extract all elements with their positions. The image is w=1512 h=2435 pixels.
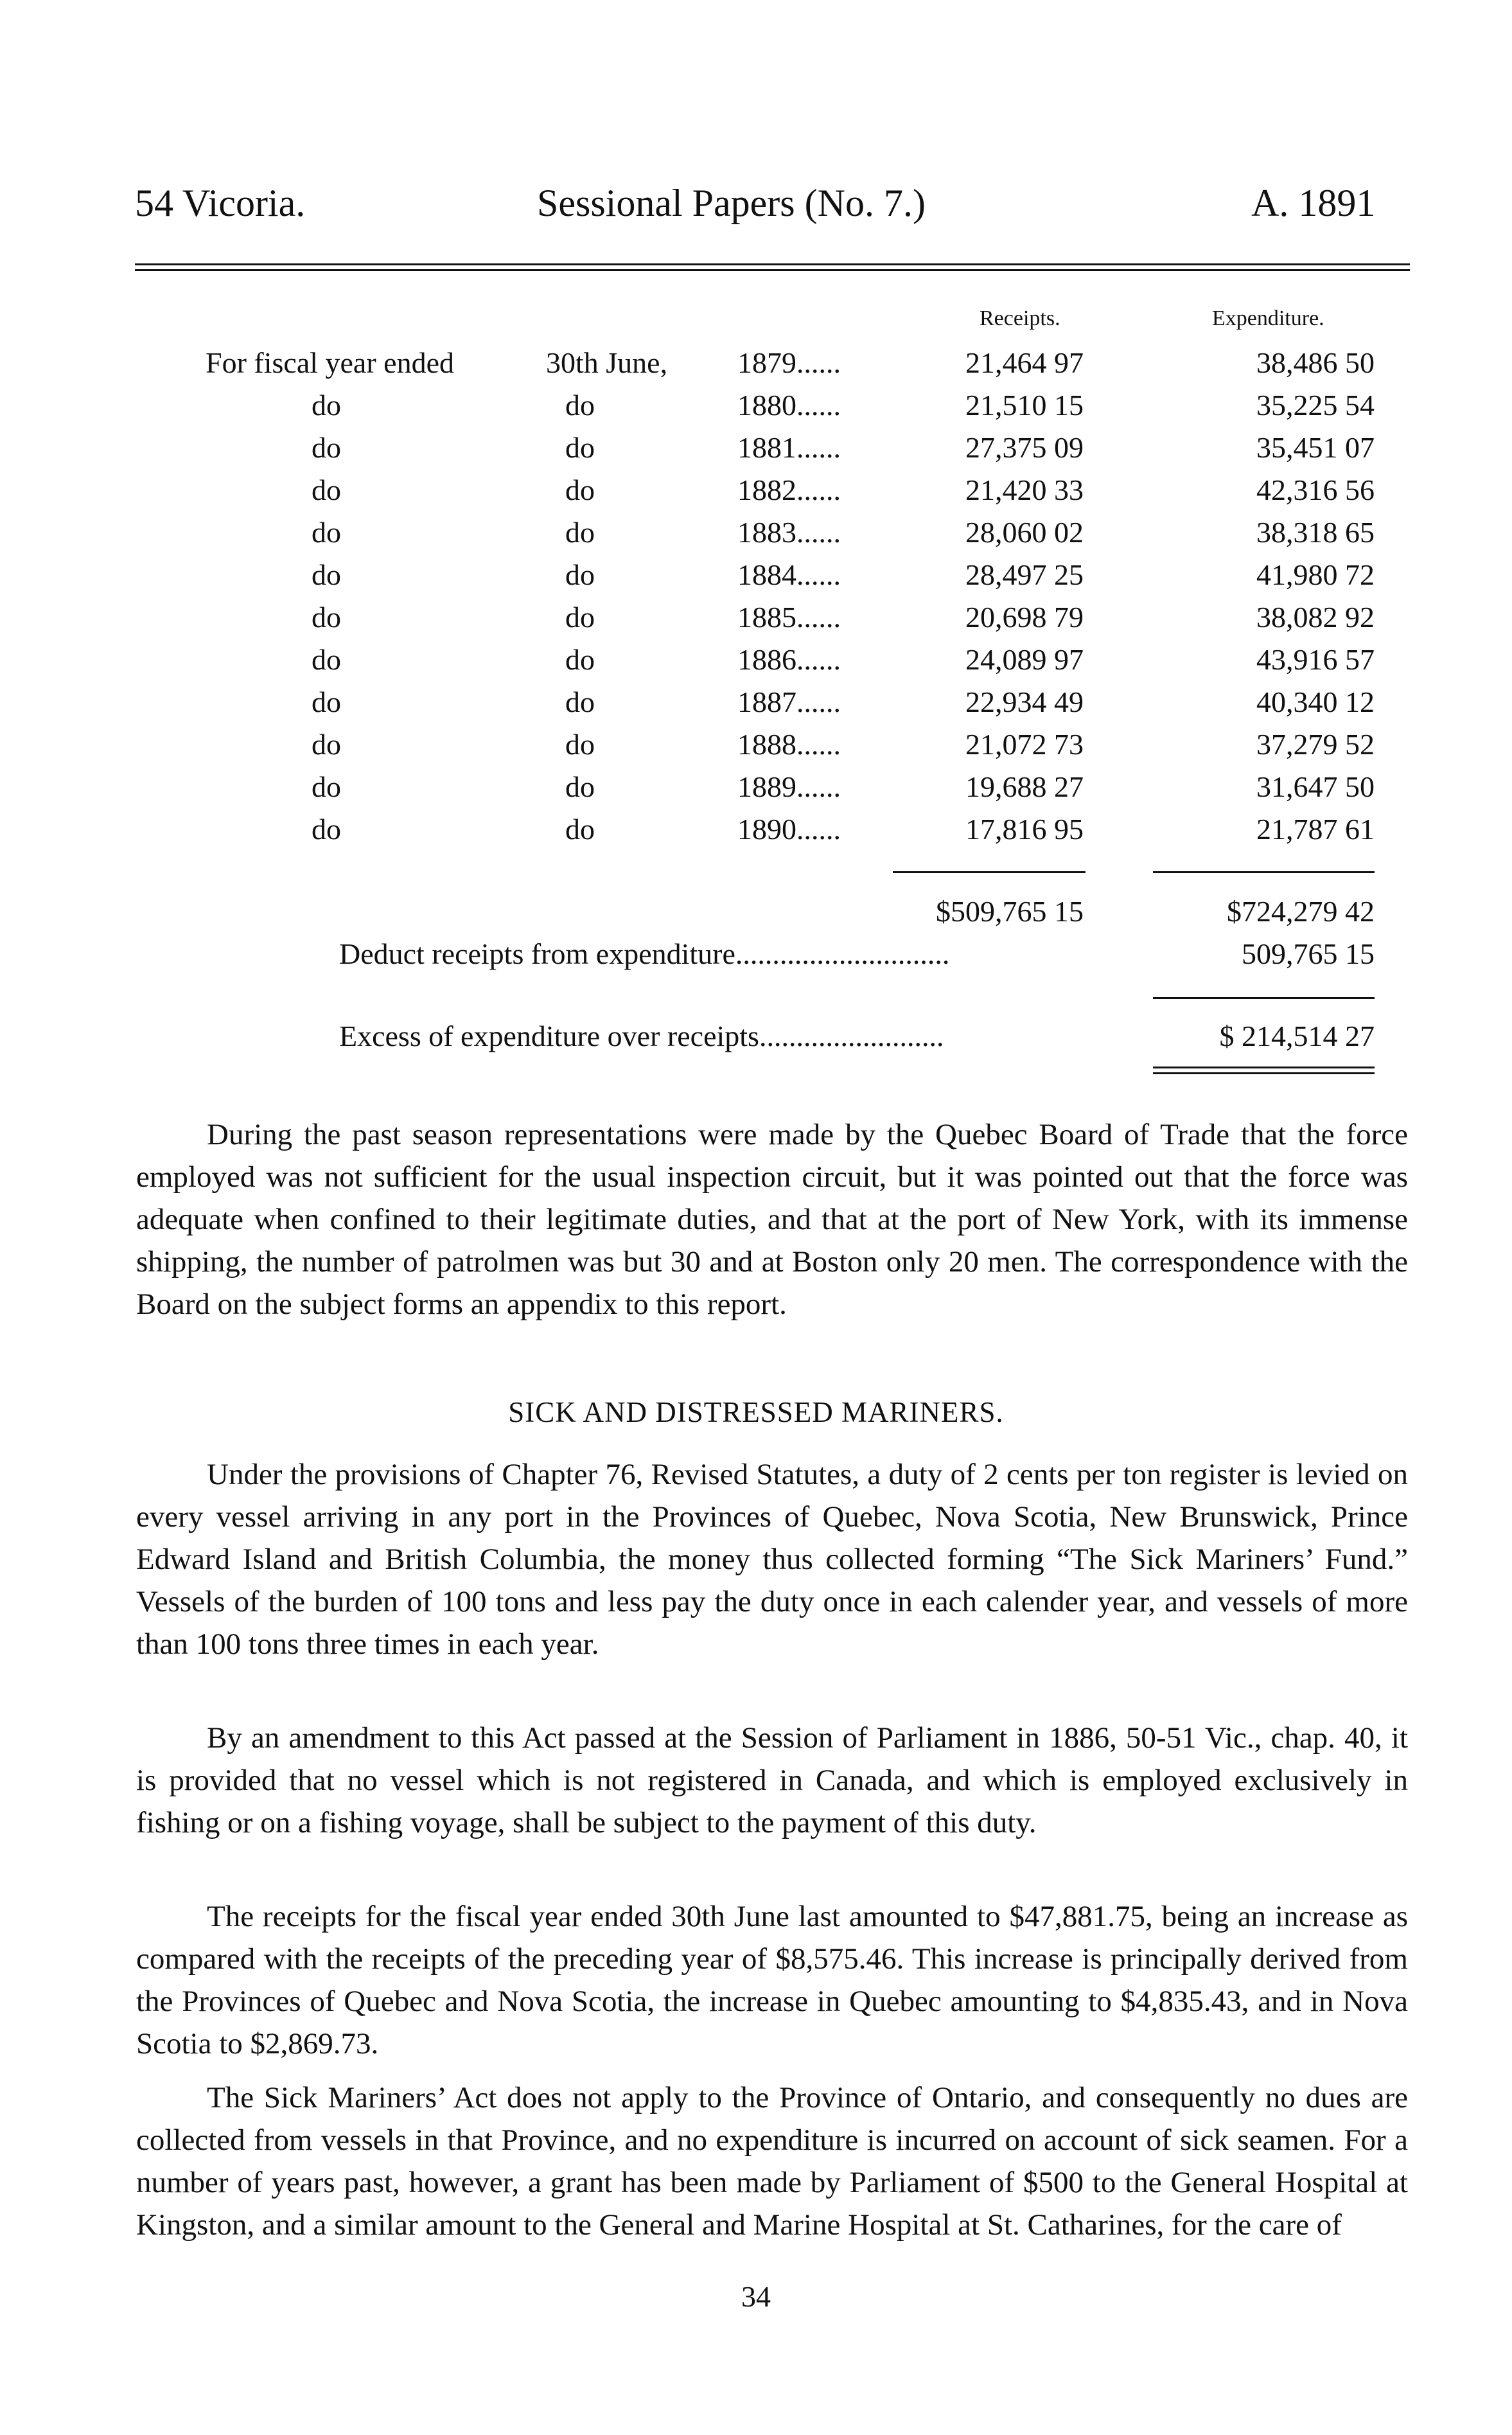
row-date: 30th June, (546, 346, 668, 379)
row-expenditure: 31,647 50 (1256, 770, 1375, 803)
excess-rule-top (1153, 997, 1375, 999)
total-receipts: $509,765 15 (936, 895, 1084, 928)
row-expenditure: 37,279 52 (1256, 728, 1375, 761)
table-row (0, 430, 1512, 473)
row-label: do (312, 516, 341, 549)
row-label: do (312, 431, 341, 464)
row-label: do (312, 686, 341, 718)
paragraph-sick-mariners-duty (136, 1453, 1408, 1665)
row-label: do (312, 389, 341, 421)
row-expenditure: 38,486 50 (1256, 346, 1375, 379)
col-expenditure-heading: Expenditure. (1212, 306, 1324, 330)
row-label: For fiscal year ended (206, 346, 455, 379)
expenditure-sum-rule (1153, 871, 1375, 873)
row-expenditure: 38,082 92 (1256, 601, 1375, 633)
paragraph-text: During the past season representations were made by the Quebec Board of Trade that the force employed was not sufficient for the usual inspection circuit, but it was pointed out that the force was adequate when confined to their legitimate duties, and that at the port of New York, with its immense shipping, the number of patrolmen was but 30 and at Boston only 20 men. The correspondence with the Board on the subject forms an appendix to this report. (136, 1118, 1408, 1321)
row-year: 1880...... (737, 389, 841, 421)
row-year: 1879...... (737, 346, 841, 379)
row-receipts: 19,688 27 (965, 770, 1084, 803)
row-year: 1884...... (737, 558, 841, 591)
row-expenditure: 35,225 54 (1256, 389, 1375, 421)
section-heading: SICK AND DISTRESSED MARINERS. (508, 1396, 1004, 1428)
total-expenditure: $724,279 42 (1227, 895, 1375, 928)
row-year: 1889...... (737, 770, 841, 803)
table-row (0, 770, 1512, 812)
row-date: do (565, 431, 595, 464)
row-year: 1887...... (737, 686, 841, 718)
table-row (0, 515, 1512, 558)
row-date: do (565, 770, 595, 803)
table-row (0, 685, 1512, 727)
row-expenditure: 40,340 12 (1256, 686, 1375, 718)
table-row (0, 812, 1512, 854)
row-date: do (565, 643, 595, 676)
header-volume: 54 Vicoria. (135, 182, 306, 224)
row-receipts: 22,934 49 (965, 686, 1084, 718)
row-label: do (312, 643, 341, 676)
deduct-label: Deduct receipts from expenditure............................. (339, 937, 950, 970)
row-date: do (565, 474, 595, 506)
page-number: 34 (741, 2280, 771, 2313)
row-year: 1890...... (737, 813, 841, 846)
row-year: 1886...... (737, 643, 841, 676)
table-row (0, 388, 1512, 430)
paragraph-board-of-trade (136, 1113, 1408, 1325)
row-year: 1885...... (737, 601, 841, 633)
row-label: do (312, 728, 341, 761)
header-rule-bottom (135, 269, 1410, 271)
row-label: do (312, 558, 341, 591)
row-date: do (565, 558, 595, 591)
col-receipts-heading: Receipts. (980, 306, 1060, 330)
row-year: 1882...... (737, 474, 841, 506)
row-receipts: 17,816 95 (965, 813, 1084, 846)
excess-value: $ 214,514 27 (1219, 1020, 1375, 1052)
row-date: do (565, 601, 595, 633)
row-receipts: 21,072 73 (965, 728, 1084, 761)
table-row (0, 600, 1512, 642)
row-label: do (312, 601, 341, 633)
row-year: 1883...... (737, 516, 841, 549)
row-receipts: 24,089 97 (965, 643, 1084, 676)
table-row (0, 346, 1512, 388)
row-expenditure: 35,451 07 (1256, 431, 1375, 464)
table-row (0, 558, 1512, 600)
paragraph-amendment (136, 1717, 1408, 1844)
row-label: do (312, 474, 341, 506)
paragraph-text: The Sick Mariners’ Act does not apply to the Province of Ontario, and consequently no dues are collected from vessels in that Province, and no expenditure is incurred on account of sick seamen. For a number of years past, however, a grant has been made by Parliament of $500 to the General Hospital at Kingston, and a similar amount to the General and Marine Hospital at St. Catharines, for the care of (136, 2081, 1408, 2242)
row-label: do (312, 770, 341, 803)
row-expenditure: 41,980 72 (1256, 558, 1375, 591)
paragraph-text: By an amendment to this Act passed at the Session of Parliament in 1886, 50-51 Vic., chap. 40, it is provided that no vessel which is not registered in Canada, and which is employed exclusively in fishing or on a fishing voyage, shall be subject to the payment of this duty. (136, 1721, 1408, 1839)
excess-rule-bottom-2 (1153, 1072, 1375, 1074)
header-rule-top (135, 263, 1410, 265)
paragraph-text: Under the provisions of Chapter 76, Revised Statutes, a duty of 2 cents per ton register is levied on every vessel arriving in any port in the Provinces of Quebec, Nova Scotia, New Brunswick, Prince Edward Island and British Columbia, the money thus collected forming “The Sick Mariners’ Fund.” Vessels of the burden of 100 tons and less pay the duty once in each calender year, and vessels of more than 100 tons three times in each year. (136, 1458, 1408, 1661)
row-expenditure: 42,316 56 (1256, 474, 1375, 506)
excess-label: Excess of expenditure over receipts......................... (339, 1020, 944, 1052)
row-receipts: 21,510 15 (965, 389, 1084, 421)
row-date: do (565, 389, 595, 421)
row-expenditure: 43,916 57 (1256, 643, 1375, 676)
receipts-sum-rule (893, 871, 1086, 873)
row-year: 1881...... (737, 431, 841, 464)
excess-rule-bottom-1 (1153, 1067, 1375, 1068)
row-receipts: 20,698 79 (965, 601, 1084, 633)
deduct-value: 509,765 15 (1242, 937, 1375, 970)
row-receipts: 27,375 09 (965, 431, 1084, 464)
paragraph-ontario (136, 2076, 1408, 2246)
row-receipts: 21,464 97 (965, 346, 1084, 379)
header-year: A. 1891 (1251, 182, 1376, 224)
row-expenditure: 21,787 61 (1256, 813, 1375, 846)
table-row (0, 473, 1512, 515)
row-date: do (565, 813, 595, 846)
row-label: do (312, 813, 341, 846)
row-receipts: 28,497 25 (965, 558, 1084, 591)
row-date: do (565, 728, 595, 761)
row-expenditure: 38,318 65 (1256, 516, 1375, 549)
table-row (0, 642, 1512, 685)
paragraph-text: The receipts for the fiscal year ended 30th June last amounted to $47,881.75, being an increase as compared with the receipts of the preceding year of $8,575.46. This increase is principally derived from the Provinces of Quebec and Nova Scotia, the increase in Quebec amounting to $4,835.43, and in Nova Scotia to $2,869.73. (136, 1900, 1408, 2060)
row-receipts: 28,060 02 (965, 516, 1084, 549)
paragraph-receipts (136, 1895, 1408, 2065)
row-date: do (565, 686, 595, 718)
header-title: Sessional Papers (No. 7.) (537, 182, 926, 224)
row-year: 1888...... (737, 728, 841, 761)
row-receipts: 21,420 33 (965, 474, 1084, 506)
table-row (0, 727, 1512, 770)
row-date: do (565, 516, 595, 549)
